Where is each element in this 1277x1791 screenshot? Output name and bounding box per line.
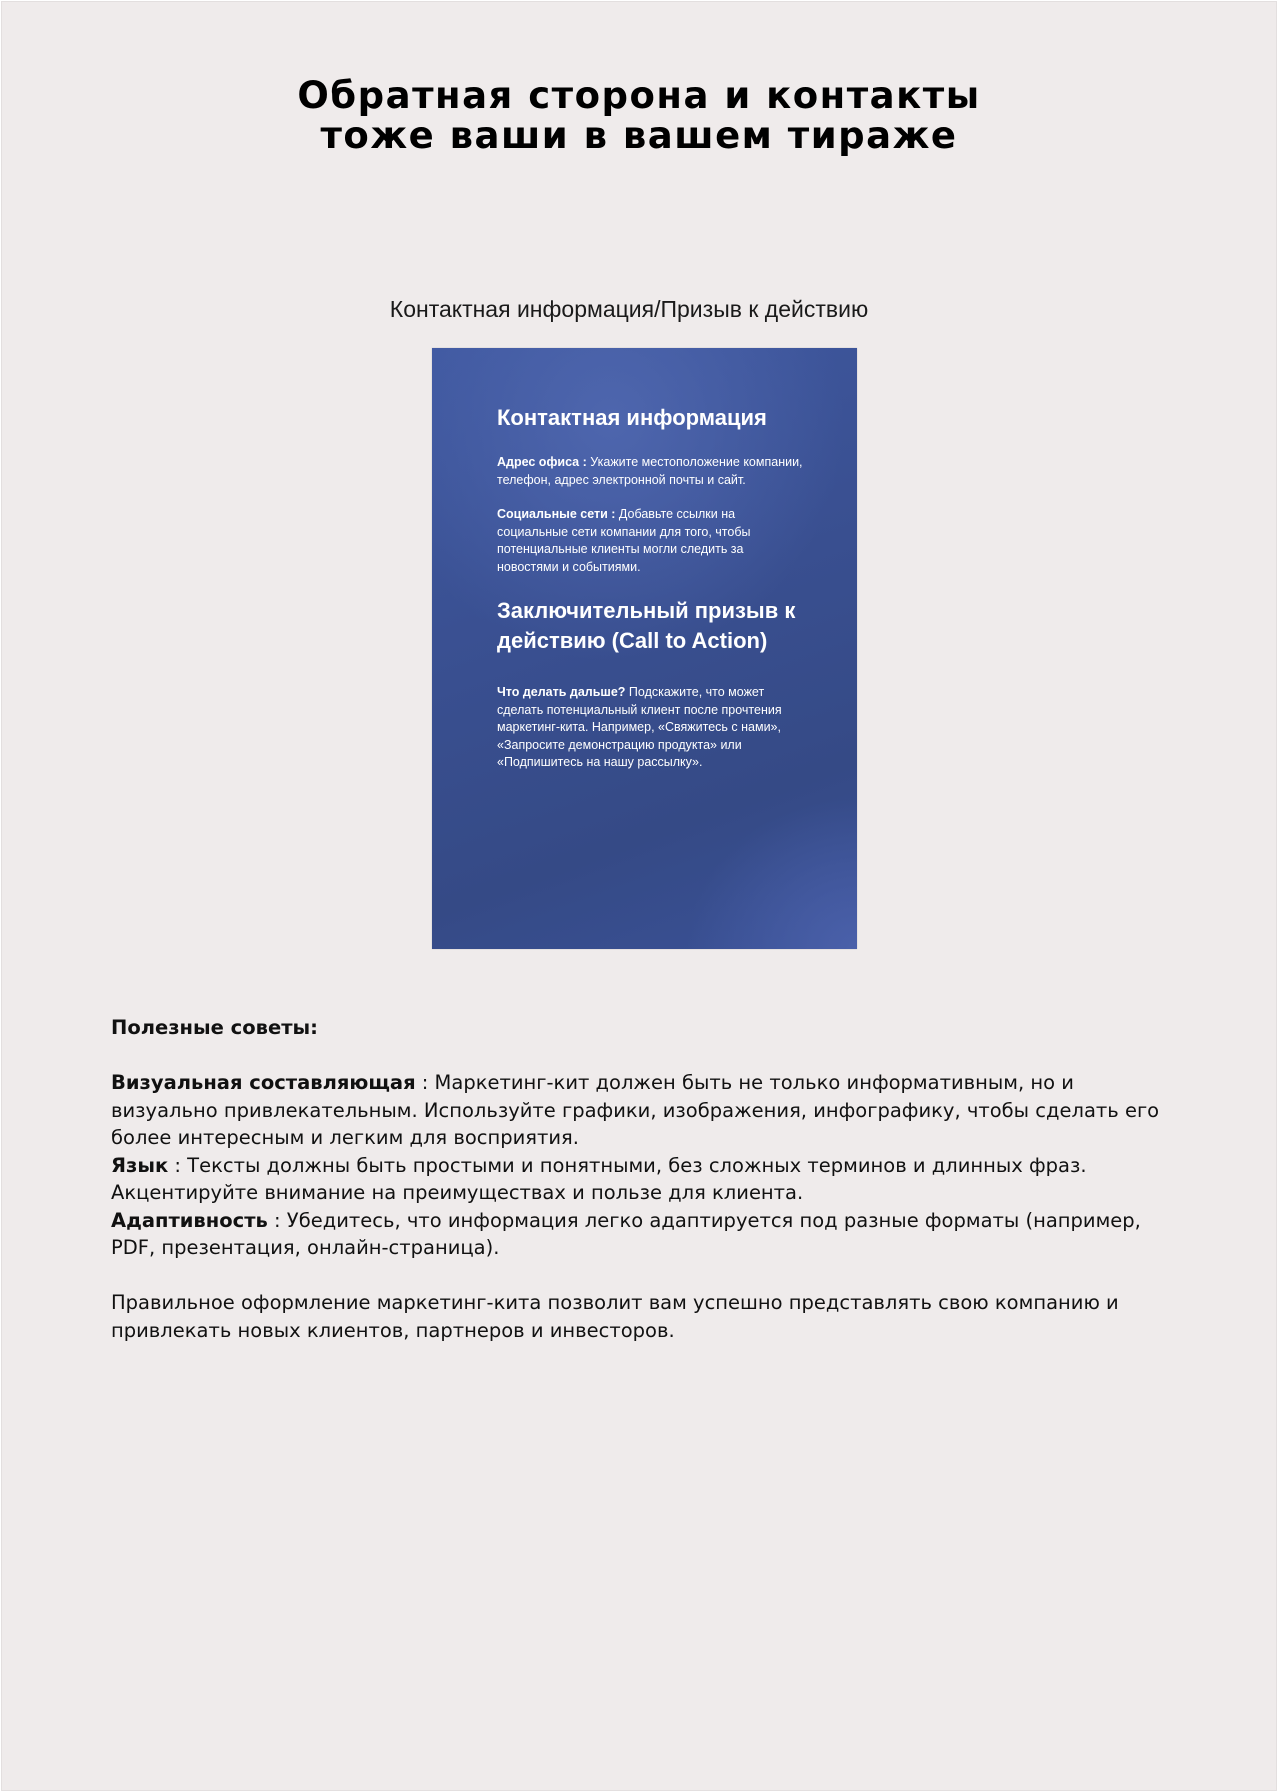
tip-language-label: Язык [111,1153,169,1177]
flyer-office-paragraph [497,454,807,489]
flyer-office-label: Адрес офиса : [497,455,587,469]
flyer-preview [432,348,857,949]
flyer-cta-paragraph [497,684,807,772]
tip-adaptive [111,1207,1181,1262]
page-title-line-2: тоже ваши в вашем тираже [320,114,958,157]
tip-language [111,1152,1181,1207]
flyer-social-label: Социальные сети : [497,507,616,521]
tips-heading: Полезные советы: [111,1016,318,1039]
flyer-office-text: Укажите местоположение компании, телефон, адрес электронной почты и сайт. [497,455,803,487]
flyer-heading-contacts: Контактная информация [497,405,767,430]
page-title [2,76,1276,156]
tip-visual-label: Визуальная составляющая [111,1071,416,1094]
section-subtitle: Контактная информация/Призыв к действию [389,296,869,322]
document-page [1,1,1277,1791]
flyer-heading-cta: Заключительный призыв к действию (Call to Action) [497,598,796,653]
tip-adaptive-text: : Убедитесь, что информация легко адаптируется под разные форматы (например, PDF, презентация, онлайн-страница). [111,1208,1141,1259]
tip-visual [111,1069,1181,1152]
tip-visual-text: : Маркетинг-кит должен быть не только информативным, но и визуально привлекательным. Используйте графики, изображения, инфографику, чтобы сделать его более интересным и легким для восприятия. [111,1071,1160,1149]
page-title-line-1: Обратная сторона и контакты [297,74,981,117]
tip-adaptive-label: Адаптивность [111,1208,268,1232]
tips-closing-paragraph: Правильное оформление маркетинг-кита позволит вам успешно представлять свою компанию и привлекать новых клиентов, партнеров и инвесторов. [111,1291,1119,1342]
flyer-cta-label: Что делать дальше? [497,685,626,699]
flyer-cta-text: Подскажите, что может сделать потенциальный клиент после прочтения маркетинг-кита. Например, «Свяжитесь с нами», «Запросите демонстрацию продукта» или «Подпишитесь на нашу рассылку». [497,685,782,769]
tip-language-text: : Тексты должны быть простыми и понятными, без сложных терминов и длинных фраз. Акцентируйте внимание на преимуществах и пользе для клиента. [111,1153,1087,1204]
tips-section [111,1014,1181,1344]
flyer-social-text: Добавьте ссылки на социальные сети компании для того, чтобы потенциальные клиенты могли следить за новостями и событиями. [497,507,751,574]
flyer-social-paragraph [497,506,807,576]
